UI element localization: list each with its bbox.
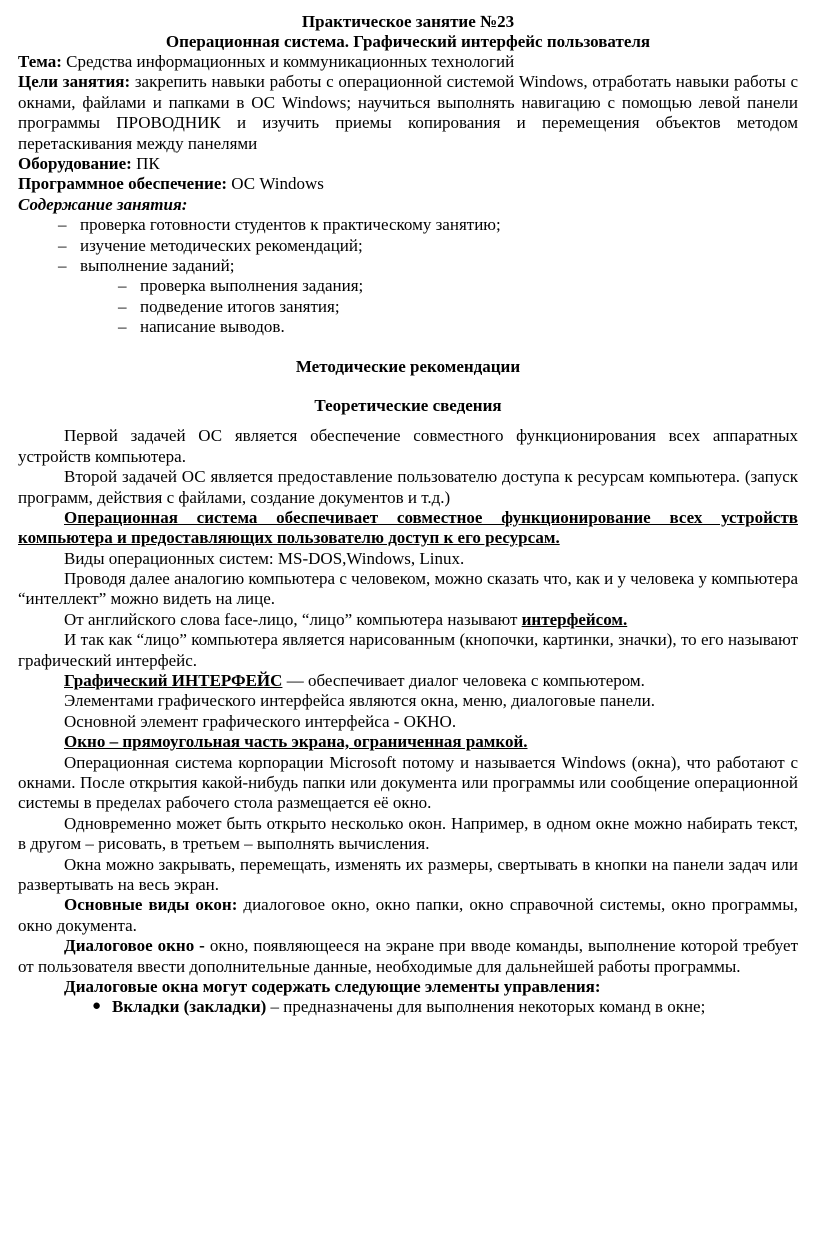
dash-marker-icon: – xyxy=(58,235,67,255)
paragraph-p16-lead: Диалоговое окно - xyxy=(64,936,205,956)
spacer xyxy=(18,377,798,396)
equipment-paragraph xyxy=(18,154,798,174)
paragraph-p16-tail: окно, появляющееся на экране при вводе команды, выполнение которой требует от пользователя ввести дополнительные данные, необходимые для дальнейшей работы программы. xyxy=(18,936,798,976)
paragraph-p14: Окна можно закрывать, перемещать, изменять их размеры, свертывать в кнопки на панели задач или развертывать на весь экран. xyxy=(18,854,798,894)
paragraph-p2: Второй задачей ОС является предоставление пользователю доступа к ресурсам компьютера. (запуск программ, действия с файлами, создание документов и т.д.) xyxy=(18,467,798,507)
dash-marker-icon: – xyxy=(118,296,127,316)
list-item xyxy=(18,256,798,276)
list-item xyxy=(18,236,798,256)
subsection-title: Теоретические сведения xyxy=(314,395,502,415)
paragraph-p7: И так как “лицо” компьютера является нарисованным (кнопочки, картинки, значки), то его называют графический интерфейс. xyxy=(18,630,798,670)
paragraph-p1: Первой задачей ОС является обеспечение совместного функционирования всех аппаратных устройств компьютера. xyxy=(18,426,798,466)
paragraph-p6-emphasis: интерфейсом. xyxy=(521,609,628,629)
document-title-line-2: Операционная система. Графический интерфейс пользователя xyxy=(165,32,651,52)
paragraph-p17: Диалоговые окна могут содержать следующие элементы управления: xyxy=(64,976,601,996)
list-item xyxy=(18,317,798,337)
content-label: Содержание занятия: xyxy=(18,194,188,214)
paragraph-p8-tail: — обеспечивает диалог человека с компьютером. xyxy=(282,671,645,691)
spacer xyxy=(18,338,798,357)
list-item xyxy=(18,215,798,235)
paragraph-p11: Окно – прямоугольная часть экрана, ограниченная рамкой. xyxy=(64,732,528,752)
paragraph-p8-lead: Графический ИНТЕРФЕЙС xyxy=(64,671,283,691)
list-item xyxy=(18,297,798,317)
paragraph-p6-lead: От английского слова face-лицо, “лицо” компьютера называют xyxy=(64,609,522,629)
equipment-label: Оборудование: xyxy=(18,154,132,174)
theme-value: Средства информационных и коммуникационных технологий xyxy=(61,52,515,72)
paragraph-p16 xyxy=(18,936,798,977)
paragraph-p12: Операционная система корпорации Microsoft потому и называется Windows (окна), что работают с окнами. После открытия какой-нибудь папки или документа или программы или сообщение операционной системы в пределах рабочего стола размещается её окно. xyxy=(18,752,798,813)
list-item xyxy=(18,276,798,296)
software-paragraph xyxy=(18,174,798,194)
paragraph-p15-tail: диалоговое окно, окно папки, окно справочной системы, окно программы, окно документа. xyxy=(18,895,798,935)
list-item-lead: Вкладки (закладки) xyxy=(112,997,267,1017)
paragraph-p15-lead: Основные виды окон: xyxy=(64,895,238,915)
list-item-label: выполнение заданий; xyxy=(80,256,235,275)
list-item-label: подведение итогов занятия; xyxy=(140,296,340,316)
controls-bullet-list xyxy=(18,997,798,1017)
dash-marker-icon: – xyxy=(58,215,67,235)
software-label: Программное обеспечение: xyxy=(18,174,228,194)
paragraph-p3: Операционная система обеспечивает совместное функционирование всех устройств компьютера и предоставляющих пользователю доступ к его ресурсам. xyxy=(18,507,798,548)
paragraph-p4: Виды операционных систем: MS-DOS,Windows, Linux. xyxy=(64,548,465,568)
content-subitems-list xyxy=(18,276,798,337)
list-item xyxy=(18,997,798,1017)
list-item-label: написание выводов. xyxy=(140,317,285,337)
spacer xyxy=(18,416,798,426)
list-item-label: изучение методических рекомендаций; xyxy=(80,235,363,255)
section-title: Методические рекомендации xyxy=(295,356,521,376)
theme-label: Тема: xyxy=(18,52,62,72)
content-heading xyxy=(18,195,798,215)
dash-marker-icon: – xyxy=(58,256,67,275)
document-title-line-1: Практическое занятие №23 xyxy=(301,12,515,31)
paragraph-p6 xyxy=(18,610,798,630)
goals-paragraph xyxy=(18,72,798,154)
theme-paragraph xyxy=(18,52,798,72)
equipment-value: ПК xyxy=(131,154,160,174)
paragraph-p9: Элементами графического интерфейса являются окна, меню, диалоговые панели. xyxy=(64,691,655,711)
list-item-tail: – предназначены для выполнения некоторых команд в окне; xyxy=(266,997,706,1017)
paragraph-p13: Одновременно может быть открыто несколько окон. Например, в одном окне можно набирать текст, в другом – рисовать, в третьем – выполнять вычисления. xyxy=(18,813,798,854)
goals-value: закрепить навыки работы с операционной системой Windows, отработать навыки работы с окнами, файлами и папками в ОС Windows; научиться выполнять навигацию с помощью левой панели программы ПРОВОДНИК и изучить приемы копирования и перемещения объектов методом перетаскивания между панелями xyxy=(18,72,798,153)
paragraph-p8 xyxy=(18,671,798,691)
paragraph-p15 xyxy=(18,895,798,936)
software-value: ОС Windows xyxy=(227,174,324,194)
content-items-list xyxy=(18,215,798,276)
goals-label: Цели занятия: xyxy=(18,72,131,92)
list-item-label: проверка выполнения задания; xyxy=(140,276,364,296)
paragraph-p5: Проводя далее аналогию компьютера с человеком, можно сказать что, как и у человека у компьютера “интеллект” можно видеть на лице. xyxy=(18,569,798,609)
list-item-label: проверка готовности студентов к практическому занятию; xyxy=(80,215,501,235)
dash-marker-icon: – xyxy=(118,276,127,296)
dash-marker-icon: – xyxy=(118,317,127,337)
bullet-marker-icon: ● xyxy=(92,998,102,1015)
paragraph-p10: Основной элемент графического интерфейса - ОКНО. xyxy=(64,711,457,731)
